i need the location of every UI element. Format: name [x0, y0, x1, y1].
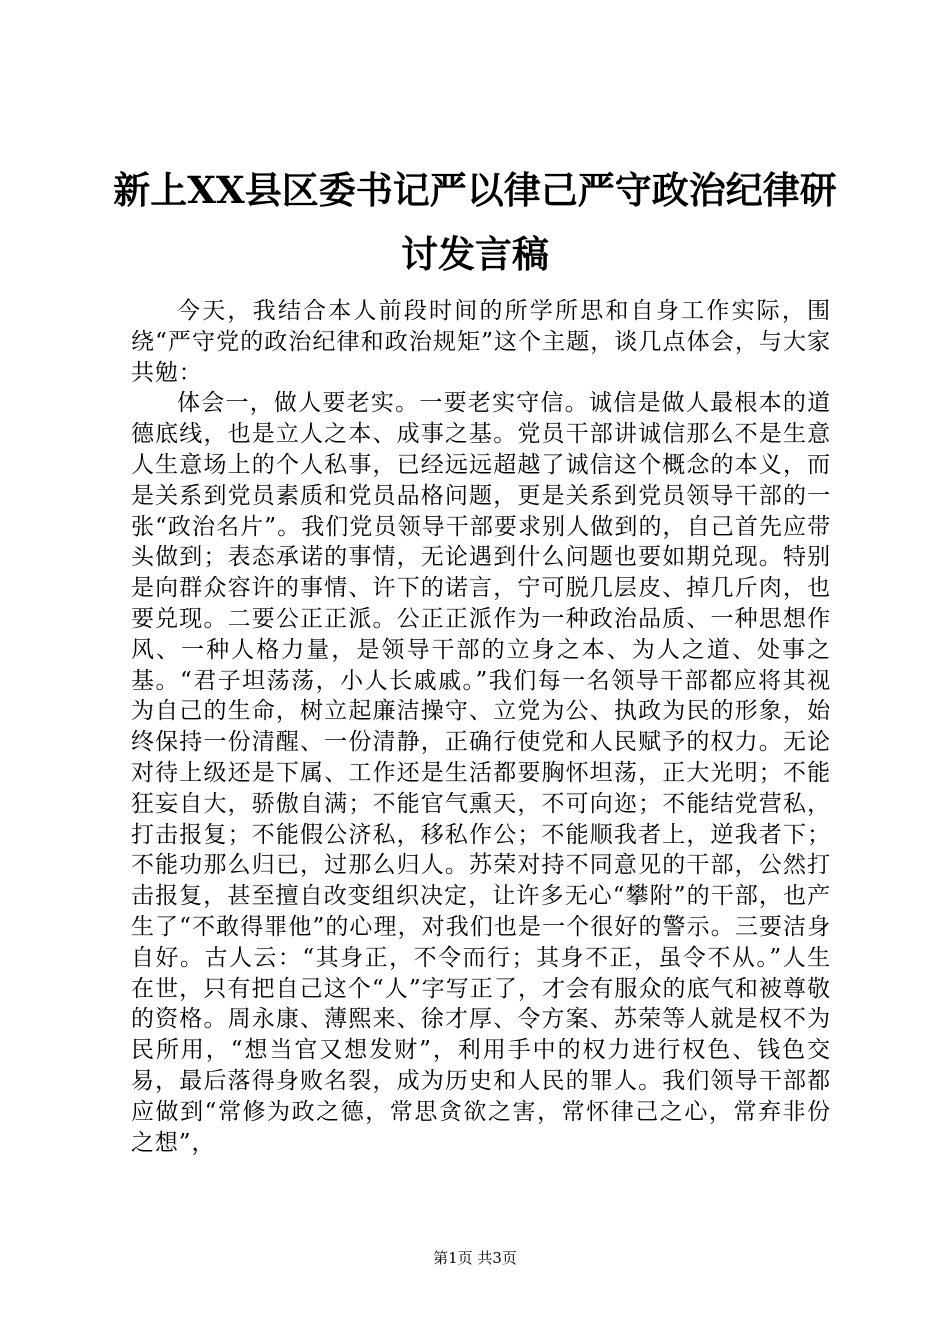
document-body	[131, 296, 831, 1158]
paragraph-intro: 今天，我结合本人前段时间的所学所思和自身工作实际，围绕“严守党的政治纪律和政治规矩”这个主题，谈几点体会，与大家共勉：	[131, 298, 831, 386]
document-title: 新上XX县区委书记严以律己严守政治纪律研讨发言稿	[113, 168, 837, 276]
paragraph-experience-one: 体会一，做人要老实。一要老实守信。诚信是做人最根本的道德底线，也是立人之本、成事之基。党员干部讲诚信那么不是生意人生意场上的个人私事，已经远远超越了诚信这个概念的本义，而是关系到党员素质和党员品格问题，更是关系到党员领导干部的一张“政治名片”。我们党员领导干部要求别人做到的，自己首先应带头做到；表态承诺的事情，无论遇到什么问题也要如期兑现。特别是向群众容许的事情、许下的诺言，宁可脱几层皮、掉几斤肉，也要兑现。二要公正正派。公正正派作为一种政治品质、一种思想作风、一种人格力量，是领导干部的立身之本、为人之道、处事之基。“君子坦荡荡，小人长戚戚。”我们每一名领导干部都应将其视为自己的生命，树立起廉洁操守、立党为公、执政为民的形象，始终保持一份清醒、一份清静，正确行使党和人民赋予的权力。无论对待上级还是下属、工作还是生活都要胸怀坦荡，正大光明；不能狂妄自大，骄傲自满；不能官气熏天，不可向迩；不能结党营私，打击报复；不能假公济私，移私作公；不能顺我者上，逆我者下；不能功那么归已，过那么归人。苏荣对持不同意见的干部，公然打击报复，甚至擅自改变组织决定，让许多无心“攀附”的干部，也产生了“不敢得罪他”的心理，对我们也是一个很好的警示。三要洁身自好。古人云：“其身正，不令而行；其身不正，虽令不从。”人生在世，只有把自己这个“人”字写正了，才会有服众的底气和被尊敬的资格。周永康、薄熙来、徐才厚、令方案、苏荣等人就是权不为民所用，“想当官又想发财”，利用手中的权力进行权色、钱色交易，最后落得身败名裂，成为历史和人民的罪人。我们领导干部都应做到“常修为政之德，常思贪欲之害，常怀律己之心，常弃非份之想”，	[131, 390, 831, 1156]
page-number-footer: 第1页 共3页	[433, 1249, 517, 1267]
